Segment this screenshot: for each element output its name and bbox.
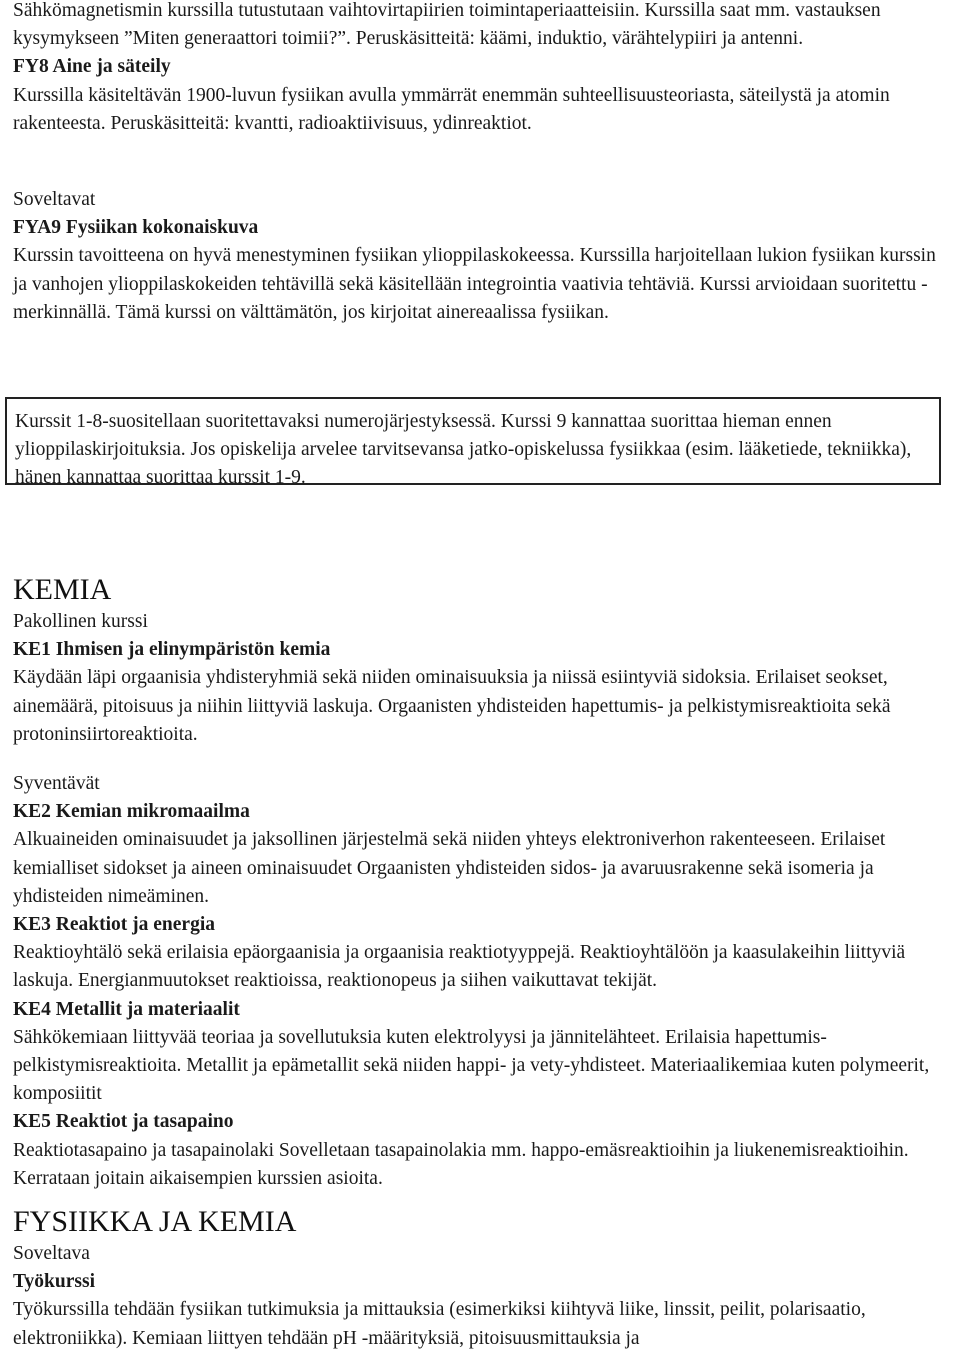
work-course-description: Työkurssilla tehdään fysiikan tutkimuksia ja mittauksia (esimerkiksi kiihtyvä liike, linssit, peilit, polarisaatio, elektroniikka). Kemiaan liittyen tehdään pH -määrityksiä, pitoisuusmittauksia ja bbox=[13, 1299, 866, 1349]
advanced-chemistry-section bbox=[13, 770, 953, 1193]
ke1-title: KE1 Ihmisen ja elinympäristön kemia bbox=[13, 639, 331, 661]
chemistry-heading: KEMIA bbox=[13, 573, 112, 606]
recommendation-notice-text: Kurssit 1-8-suositellaan suoritettavaksi numerojärjestyksessä. Kurssi 9 kannattaa suorittaa hieman ennen ylioppilaskirjoituksia. Jos opiskelija arvelee tarvitsevansa jatko-opiskelussa fysiikkaa (esim. lääketiede, tekniikka), hänen kannattaa suorittaa kurssit 1-9. bbox=[15, 411, 912, 489]
fya9-title: FYA9 Fysiikan kokonaiskuva bbox=[13, 217, 259, 239]
physics-chemistry-heading: FYSIIKKA JA KEMIA bbox=[13, 1205, 297, 1238]
ke2-description: Alkuaineiden ominaisuudet ja jaksollinen järjestelmä sekä niiden yhteys elektroniverhon rakenteeseen. Erilaiset kemialliset sidokset ja aineen ominaisuudet Orgaanisten yhdisteiden sidos- ja avaruusrakenne sekä isomeria ja yhdisteiden nimeäminen. bbox=[13, 829, 886, 907]
advanced-courses-label: Syventävät bbox=[13, 773, 100, 794]
ke3-description: Reaktioyhtälö sekä erilaisia epäorgaanisia ja orgaanisia reaktiotyyppejä. Reaktioyhtälöön ja kaasulakeihin liittyviä laskuja. Energianmuutokset reaktioissa, reaktionopeus ja siihen vaikuttavat tekijät. bbox=[13, 942, 906, 992]
mandatory-course-label: Pakollinen kurssi bbox=[13, 611, 148, 632]
chemistry-section bbox=[13, 572, 953, 749]
fya9-description: Kurssin tavoitteena on hyvä menestyminen fysiikan ylioppilaskokeessa. Kurssilla harjoitellaan lukion fysiikan kurssin ja vanhojen ylioppilaskokeiden tehtävillä sekä käsitellään integrointia vaativia tehtäviä. Kurssi arvioidaan suoritettu -merkinnällä. Tämä kurssi on välttämätön, jos kirjoitat ainereaalissa fysiikan. bbox=[13, 245, 936, 323]
ke1-description: Käydään läpi orgaanisia yhdisteryhmiä sekä niiden ominaisuuksia ja niissä esiintyviä sidoksia. Erilaiset seokset, ainemäärä, pitoisuus ja niihin liittyviä laskuja. Orgaanisten yhdisteiden hapettumis- ja pelkistymisreaktioita sekä protoninsiirtoreaktioita. bbox=[13, 667, 891, 745]
fy8-title: FY8 Aine ja säteily bbox=[13, 56, 171, 78]
physics-and-chemistry-section bbox=[13, 1204, 953, 1353]
ke4-description: Sähkökemiaan liittyvää teoriaa ja sovellutuksia kuten elektrolyysi ja jännitelähteet. Erilaisia hapettumis-pelkistymisreaktioita. Metallit ja epämetallit sekä niiden happi- ja vety-yhdisteet. Materiaalikemiaa kuten polymeerit, komposiitit bbox=[13, 1026, 930, 1105]
fy7-description: Sähkömagnetismin kurssilla tutustutaan vaihtovirtapiirien toimintaperiaatteisiin. Kurssilla saat mm. vastauksen kysymykseen ”Miten generaattori toimii?”. Peruskäsitteitä: käämi, induktio, värähtelypiiri ja antenni. bbox=[13, 0, 881, 50]
applied-label: Soveltavat bbox=[13, 189, 96, 210]
ke5-title: KE5 Reaktiot ja tasapaino bbox=[13, 1111, 234, 1133]
work-course-title: Työkurssi bbox=[13, 1271, 95, 1293]
ke5-description: Reaktiotasapaino ja tasapainolaki Sovelletaan tasapainolakia mm. happo-emäsreaktioihin ja liukenemisreaktioihin. Kerrataan joitain aikaisempien kurssien asioita. bbox=[13, 1139, 909, 1189]
ke3-title: KE3 Reaktiot ja energia bbox=[13, 914, 216, 936]
applied-course-label: Soveltava bbox=[13, 1243, 90, 1264]
applied-physics-section bbox=[13, 186, 953, 327]
physics-section-top bbox=[13, 0, 953, 138]
fy8-description: Kurssilla käsiteltävän 1900-luvun fysiikan avulla ymmärrät enemmän suhteellisuusteoriasta, säteilystä ja atomin rakenteesta. Peruskäsitteitä: kvantti, radioaktiivisuus, ydinreaktiot. bbox=[13, 84, 890, 134]
recommendation-notice-box bbox=[5, 397, 941, 489]
ke2-title: KE2 Kemian mikromaailma bbox=[13, 801, 250, 823]
ke4-title: KE4 Metallit ja materiaalit bbox=[13, 998, 240, 1020]
